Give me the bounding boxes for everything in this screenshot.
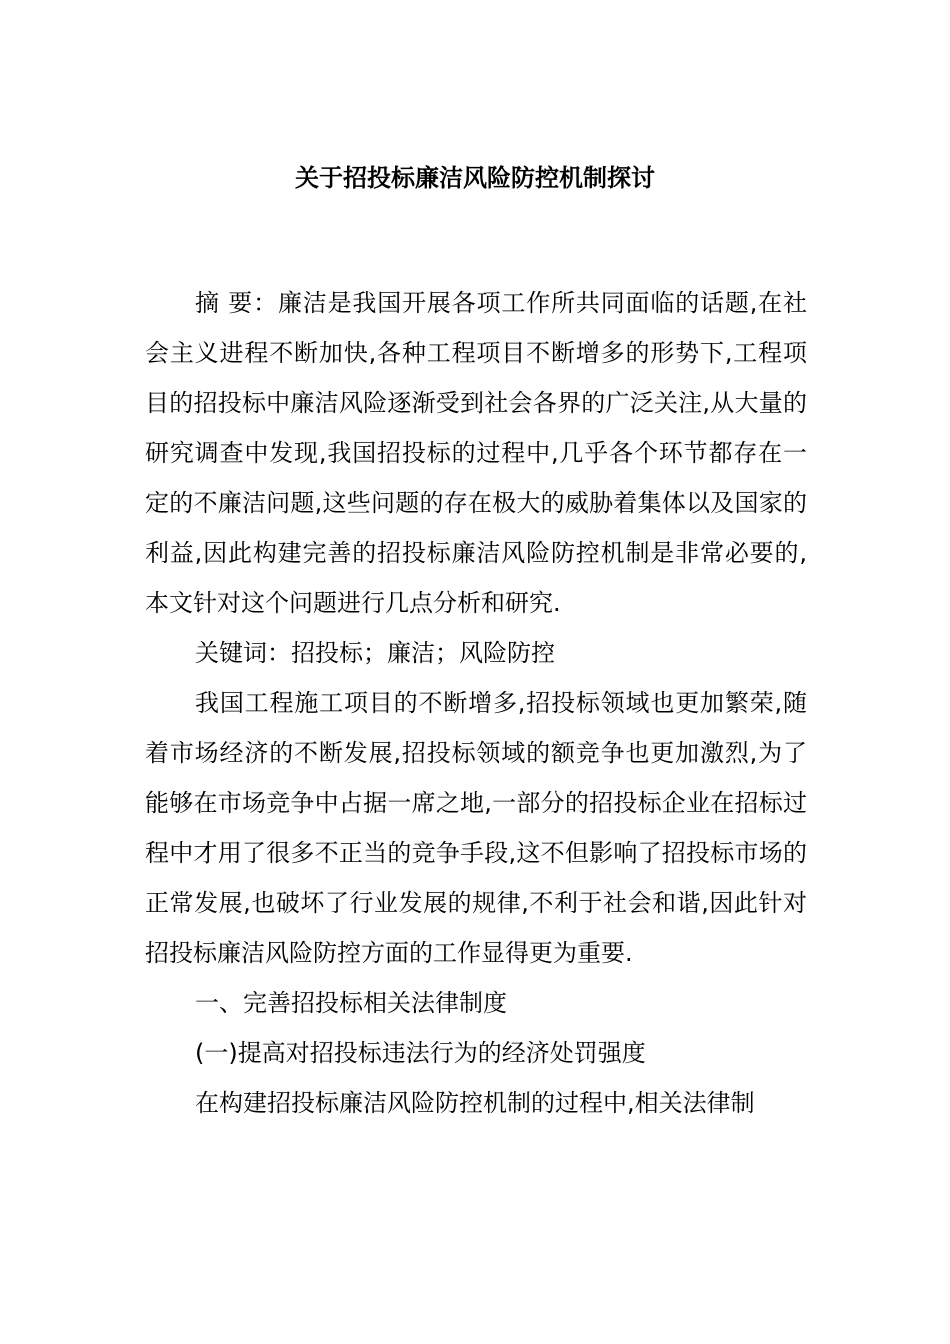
keywords-paragraph: 关键词：招投标；廉洁；风险防控 — [195, 639, 555, 667]
section-heading: 一、完善招投标相关法律制度 — [195, 989, 507, 1017]
subsection-paragraph: 在构建招投标廉洁风险防控机制的过程中,相关法律制 — [195, 1089, 755, 1117]
document-title: 关于招投标廉洁风险防控机制探讨 — [295, 164, 655, 192]
document-body — [145, 278, 807, 1128]
subsection-heading: (一)提高对招投标违法行为的经济处罚强度 — [195, 1039, 646, 1067]
intro-paragraph: 我国工程施工项目的不断增多,招投标领域也更加繁荣,随着市场经济的不断发展,招投标领域的额竞争也更加激烈,为了能够在市场竞争中占据一席之地,一部分的招投标企业在招标过程中才用了很多不正当的竞争手段,这不但影响了招投标市场的正常发展,也破坏了行业发展的规律,不利于社会和谐,因此针对招投标廉洁风险防控方面的工作显得更为重要. — [145, 689, 807, 967]
abstract-paragraph: 摘 要：廉洁是我国开展各项工作所共同面临的话题,在社会主义进程不断加快,各种工程项目不断增多的形势下,工程项目的招投标中廉洁风险逐渐受到社会各界的广泛关注,从大量的研究调查中发现,我国招投标的过程中,几乎各个环节都存在一定的不廉洁问题,这些问题的存在极大的威胁着集体以及国家的利益,因此构建完善的招投标廉洁风险防控机制是非常必要的,本文针对这个问题进行几点分析和研究. — [145, 289, 807, 617]
